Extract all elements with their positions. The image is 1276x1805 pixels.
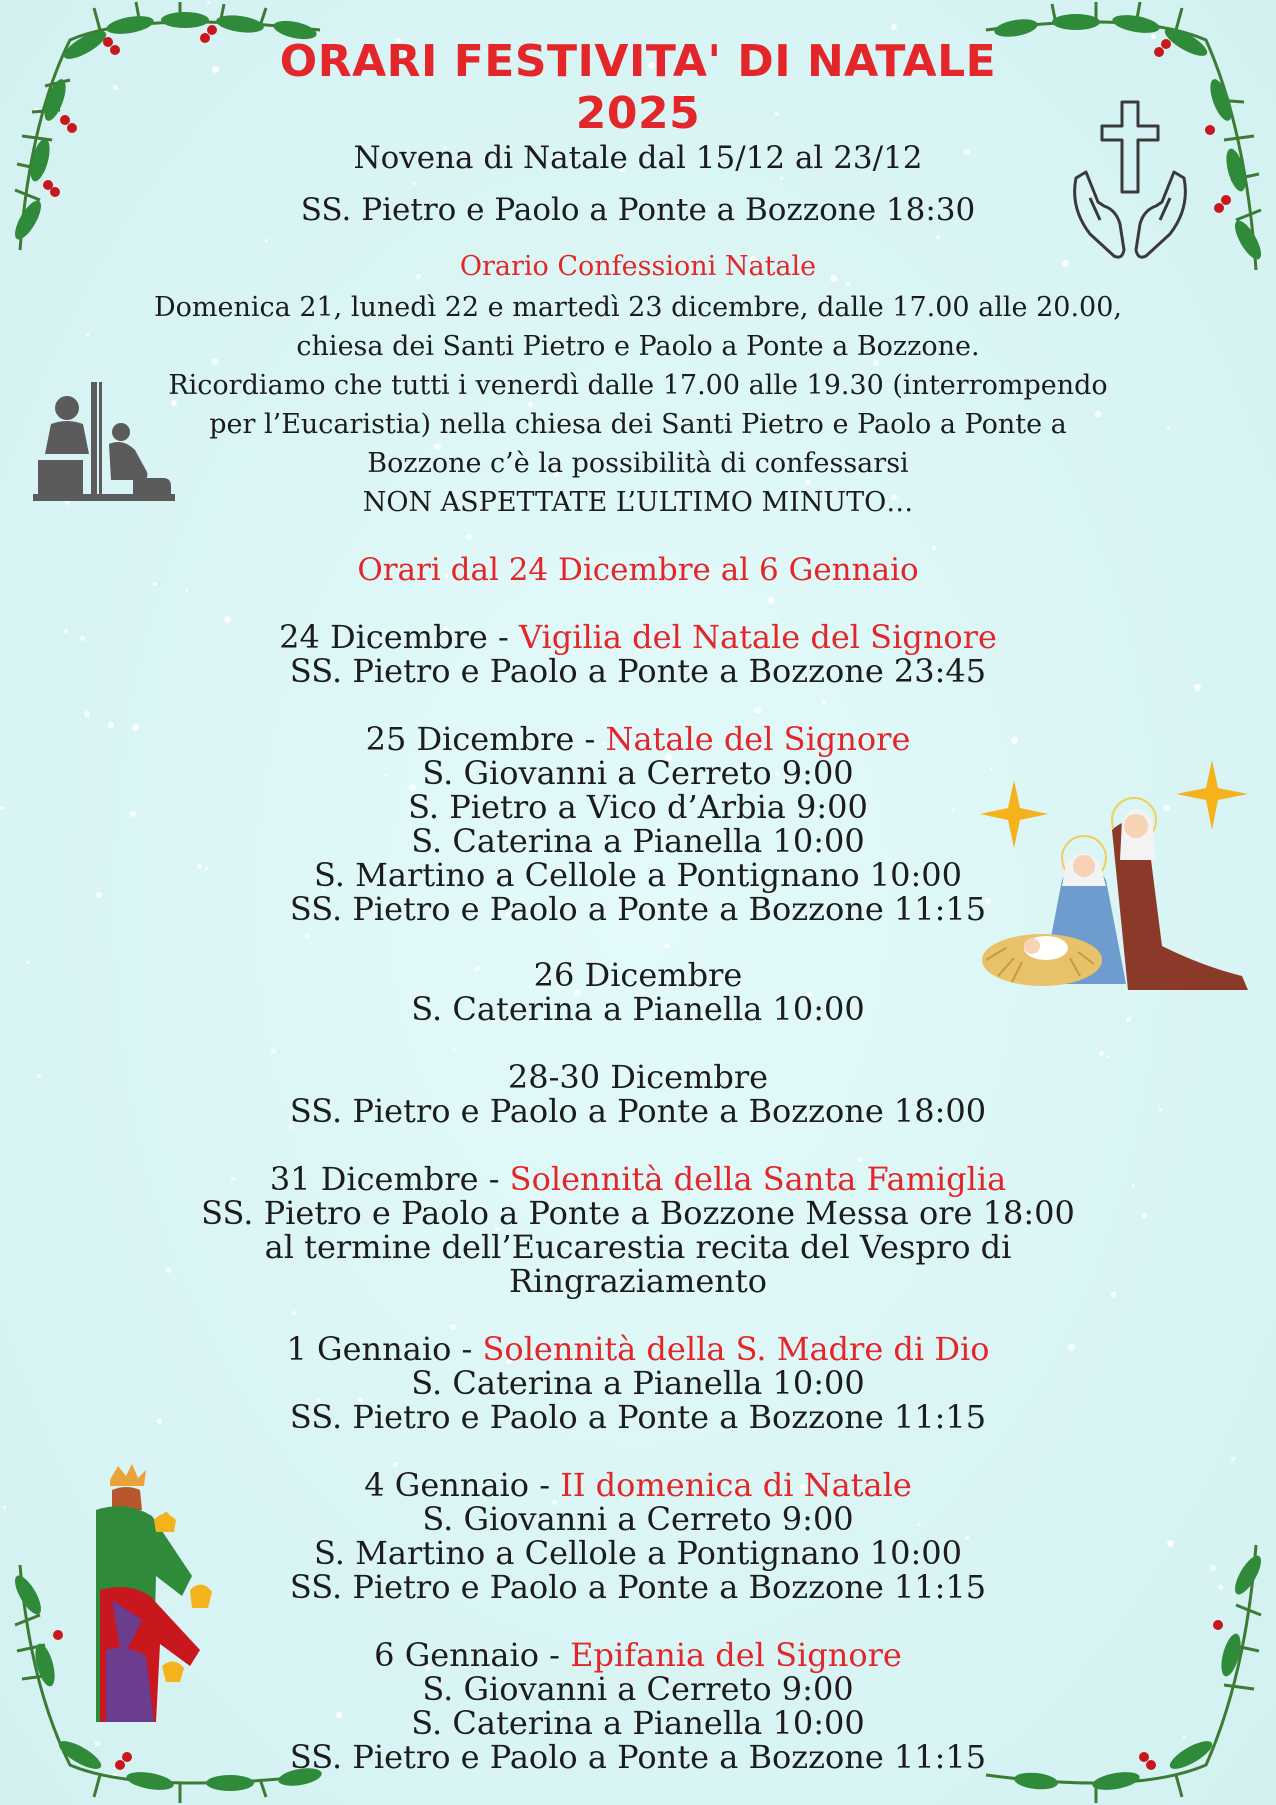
- snowflake: [664, 943, 670, 949]
- confessioni-line: per l’Eucaristia) nella chiesa dei Santi Pietro e Paolo a Ponte a: [209, 409, 1067, 440]
- schedule-line: SS. Pietro e Paolo a Ponte a Bozzone 11:15: [289, 1738, 987, 1776]
- schedule-date: 26 Dicembre: [533, 956, 743, 994]
- schedule-line: S. Giovanni a Cerreto 9:00: [422, 754, 854, 792]
- snowflake: [453, 1048, 456, 1051]
- schedule-feast: Epifania del Signore: [570, 1636, 902, 1674]
- snowflake: [754, 707, 761, 714]
- schedule-block: [0, 1162, 1276, 1298]
- schedule-date: 24 Dicembre -: [279, 618, 519, 656]
- schedule-feast: Solennità della Santa Famiglia: [509, 1160, 1007, 1198]
- schedule-line: SS. Pietro e Paolo a Ponte a Bozzone 18:00: [289, 1092, 987, 1130]
- snowflake: [84, 711, 90, 717]
- schedule-line: S. Caterina a Pianella 10:00: [411, 822, 865, 860]
- snowflake: [1231, 1457, 1235, 1461]
- schedule-date: 25 Dicembre -: [365, 720, 606, 758]
- schedule-block: [0, 1060, 1276, 1128]
- schedule-date: 28-30 Dicembre: [507, 1058, 769, 1096]
- schedule-line: SS. Pietro e Paolo a Ponte a Bozzone 11:15: [289, 1568, 987, 1606]
- snowflake: [466, 534, 472, 540]
- schedule-feast: Vigilia del Natale del Signore: [518, 618, 997, 656]
- schedule-feast: II domenica di Natale: [560, 1466, 912, 1504]
- page-title-year: 2025: [575, 88, 701, 139]
- snowflake: [821, 700, 826, 705]
- schedule-line: SS. Pietro e Paolo a Ponte a Bozzone 11:15: [289, 1398, 987, 1436]
- confessioni-heading: Orario Confessioni Natale: [459, 251, 817, 282]
- schedule-feast: Natale del Signore: [605, 720, 911, 758]
- confessioni-line: chiesa dei Santi Pietro e Paolo a Ponte a Bozzone.: [296, 331, 980, 362]
- confessioni-line: Ricordiamo che tutti i venerdì dalle 17.00 alle 19.30 (interrompendo: [168, 370, 1108, 401]
- schedule-line: S. Caterina a Pianella 10:00: [411, 1704, 865, 1742]
- schedule-block: [0, 958, 1276, 1026]
- snowflake: [936, 235, 940, 239]
- confessioni-line: Bozzone c’è la possibilità di confessarsi: [367, 448, 909, 479]
- snowflake: [891, 24, 897, 30]
- snowflake: [292, 1311, 296, 1315]
- schedule-block: [0, 1332, 1276, 1434]
- schedule-block: [0, 722, 1276, 926]
- schedule-date: 4 Gennaio -: [364, 1466, 561, 1504]
- schedule-feast: Solennità della S. Madre di Dio: [482, 1330, 990, 1368]
- schedule-line: S. Giovanni a Cerreto 9:00: [422, 1500, 854, 1538]
- schedule-line: Ringraziamento: [509, 1262, 767, 1300]
- schedule-line: S. Caterina a Pianella 10:00: [411, 1364, 865, 1402]
- schedule-line: SS. Pietro e Paolo a Ponte a Bozzone 11:15: [289, 890, 987, 928]
- schedule-line: S. Pietro a Vico d’Arbia 9:00: [408, 788, 868, 826]
- schedule-date: 1 Gennaio -: [286, 1330, 483, 1368]
- snowflake: [1099, 1051, 1104, 1056]
- schedule-block: [0, 620, 1276, 688]
- schedule-line: al termine dell’Eucarestia recita del Vespro di: [264, 1228, 1012, 1266]
- snowflake: [413, 182, 416, 185]
- page-title: ORARI FESTIVITA' DI NATALE: [279, 36, 997, 87]
- schedule-line: SS. Pietro e Paolo a Ponte a Bozzone 23:45: [289, 652, 987, 690]
- orari-heading: Orari dal 24 Dicembre al 6 Gennaio: [357, 552, 919, 588]
- schedule-line: SS. Pietro e Paolo a Ponte a Bozzone Messa ore 18:00: [201, 1194, 1075, 1232]
- novena-location: SS. Pietro e Paolo a Ponte a Bozzone 18:30: [300, 192, 976, 228]
- snowflake: [767, 597, 774, 604]
- schedule-line: S. Giovanni a Cerreto 9:00: [422, 1670, 854, 1708]
- schedule-block: [0, 1468, 1276, 1604]
- schedule-date: 31 Dicembre -: [269, 1160, 510, 1198]
- confessioni-line: Domenica 21, lunedì 22 e martedì 23 dicembre, dalle 17.00 alle 20.00,: [154, 292, 1122, 323]
- confessioni-line: NON ASPETTATE L’ULTIMO MINUTO…: [362, 487, 914, 518]
- novena-line: Novena di Natale dal 15/12 al 23/12: [353, 140, 923, 176]
- schedule-line: S. Martino a Cellole a Pontignano 10:00: [313, 856, 963, 894]
- schedule-line: S. Martino a Cellole a Pontignano 10:00: [313, 1534, 963, 1572]
- snowflake: [1107, 1055, 1110, 1058]
- schedule-block: [0, 1638, 1276, 1774]
- snowflake: [305, 934, 309, 938]
- schedule-date: 6 Gennaio -: [374, 1636, 571, 1674]
- snowflake: [271, 1049, 276, 1054]
- schedule-line: S. Caterina a Pianella 10:00: [411, 990, 865, 1028]
